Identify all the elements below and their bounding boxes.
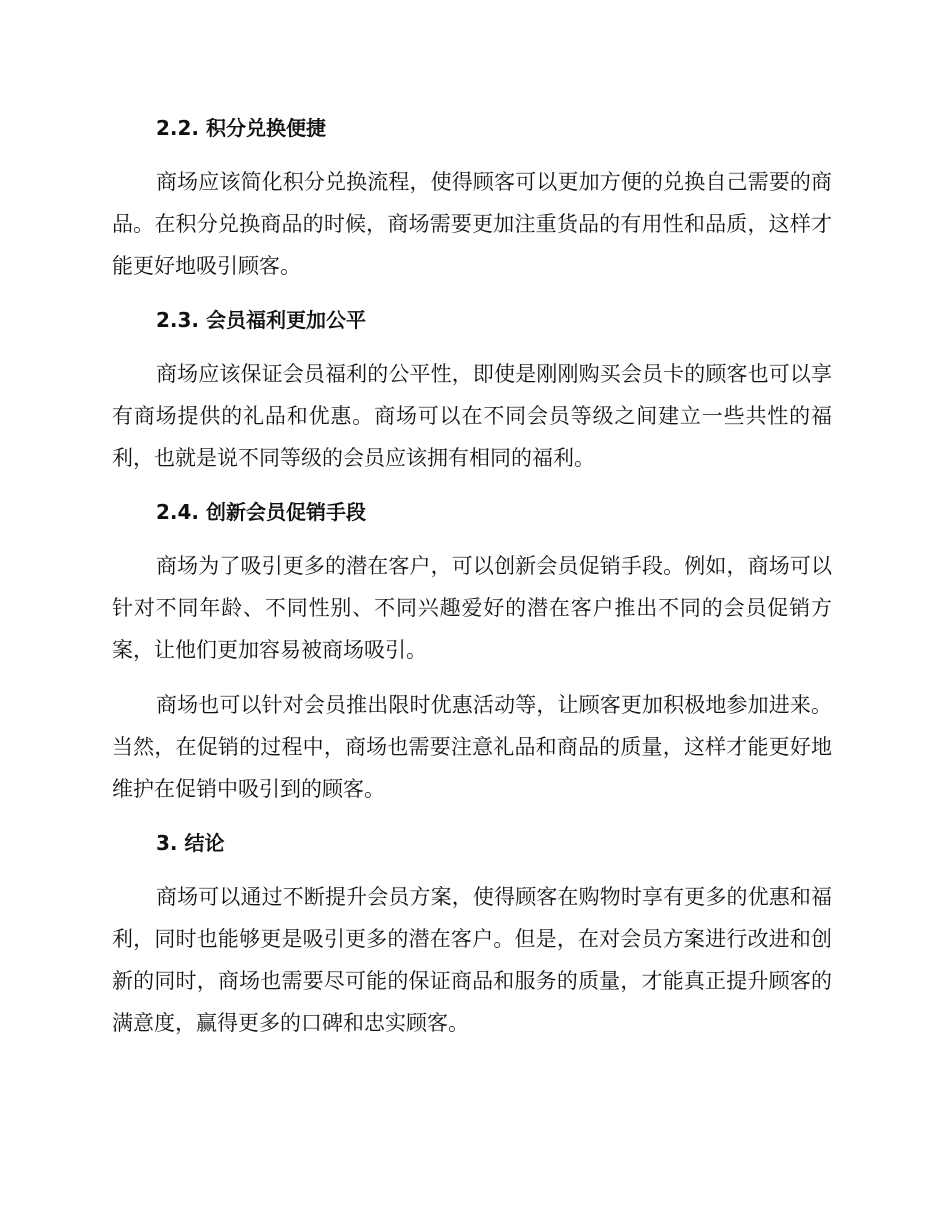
conclusion-paragraph: 商场可以通过不断提升会员方案，使得顾客在购物时享有更多的优惠和福利，同时也能够更是吸引更多的潜在客户。但是，在对会员方案进行改进和创新的同时，商场也需要尽可能的保证商品和服务的质量，才能真正提升顾客的满意度，赢得更多的口碑和忠实顾客。 (112, 885, 832, 1035)
section-heading-3: 3. 结论 (156, 831, 225, 855)
section-2-4-paragraph-1: 商场为了吸引更多的潜在客户，可以创新会员促销手段。例如，商场可以针对不同年龄、不同性别、不同兴趣爱好的潜在客户推出不同的会员促销方案，让他们更加容易被商场吸引。 (112, 554, 832, 662)
section-heading-2-3: 2.3. 会员福利更加公平 (156, 308, 366, 332)
section-2-2-paragraph: 商场应该简化积分兑换流程，使得顾客可以更加方便的兑换自己需要的商品。在积分兑换商品的时候，商场需要更加注重货品的有用性和品质，这样才能更好地吸引顾客。 (112, 170, 832, 278)
section-heading-2-4: 2.4. 创新会员促销手段 (156, 500, 366, 524)
section-2-4-paragraph-2: 商场也可以针对会员推出限时优惠活动等，让顾客更加积极地参加进来。当然，在促销的过程中，商场也需要注意礼品和商品的质量，这样才能更好地维护在促销中吸引到的顾客。 (112, 693, 832, 801)
section-heading-2-2: 2.2. 积分兑换便捷 (156, 116, 326, 140)
section-2-3-paragraph: 商场应该保证会员福利的公平性，即使是刚刚购买会员卡的顾客也可以享有商场提供的礼品和优惠。商场可以在不同会员等级之间建立一些共性的福利，也就是说不同等级的会员应该拥有相同的福利。 (112, 362, 832, 470)
document-body (112, 108, 832, 1044)
